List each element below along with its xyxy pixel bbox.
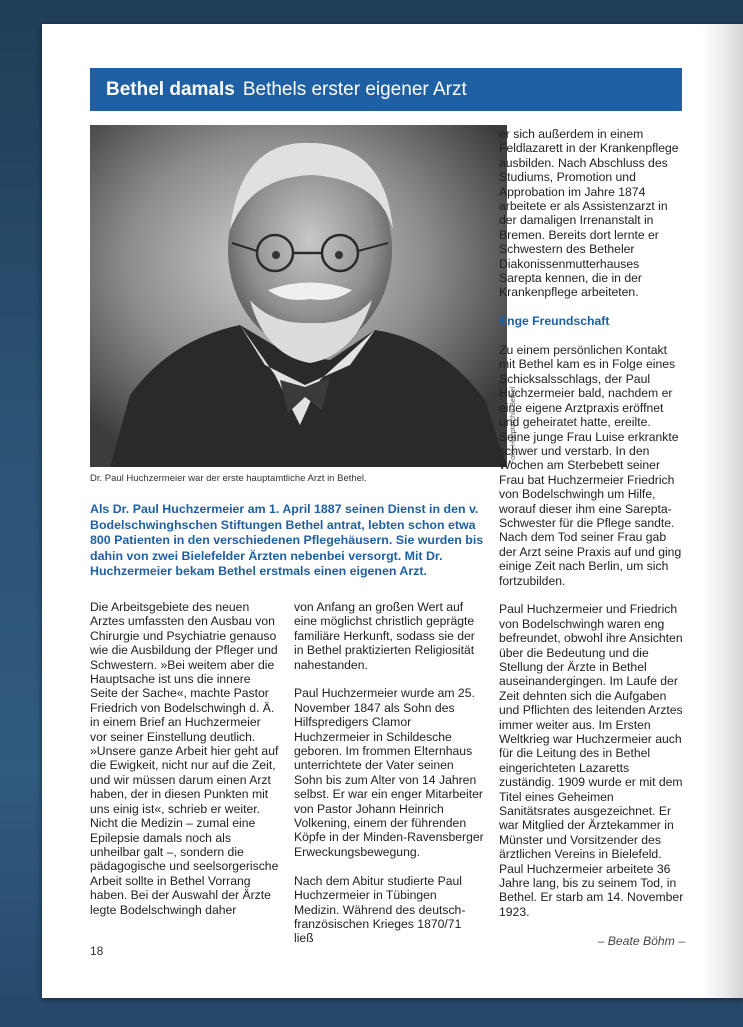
text-column-1 xyxy=(90,600,280,917)
portrait-photo xyxy=(90,125,507,467)
body-paragraph: Die Arbeitsgebiete des neuen Arztes umfassten den Ausbau von Chirurgie und Psychiatrie genauso wie die Ausbildung der Pfleger und Schwestern. »Bei weitem aber die Hauptsache ist uns die innere Seite der Sache«, machte Pastor Friedrich von Bodelschwingh d. Ä. in einem Brief an Huchzermeier vor seiner Einstellung deutlich. »Unsere ganze Arbeit hier geht auf die Ewigkeit, nicht nur auf die Zeit, und wir müssen darum einen Arzt haben, der in diesen Punkten mit uns einig ist«, schrieb er weiter. Nicht die Medizin – zumal eine Epilepsie damals noch als unheilbar galt –, sondern die pädagogische und seelsorgerische Arbeit sollte in Bethel Vorrang haben. Bei der Auswahl der Ärzte legte Bodelschwingh daher xyxy=(90,600,279,917)
body-paragraph: Nach dem Abitur studierte Paul Huchzermeier in Tübingen Medizin. Während des deutsch-französischen Krieges 1870/71 ließ xyxy=(294,873,466,946)
photo-caption: Dr. Paul Huchzermeier war der erste hauptamtliche Arzt in Bethel. xyxy=(90,473,367,484)
portrait-illustration xyxy=(90,125,507,467)
page-curl-shadow xyxy=(701,24,743,998)
body-paragraph: Paul Huchzermeier und Friedrich von Bodelschwingh waren eng befreundet, obwohl ihre Ansichten über die Bedeutung und die Stellung der Ärzte in Bethel auseinandergingen. Im Laufe der Zeit dehnten sich die Aufgaben und Pflichten des leitenden Arztes immer weiter aus. Im Ersten Weltkrieg war Huchzermeier auch für die Leitung des in Bethel eingerichteten Lazaretts zuständig. 1909 wurde er mit dem Titel eines Geheimen Sanitätsrates ausgezeichnet. Er war Mitglied der Ärztekammer in Münster und Vorsitzender des ärztlichen Vereins in Bielefeld. Paul Huchzermeier arbeitete 36 Jahre lang, bis zu seinem Tod, in Bethel. Er starb am 14. November 1923. xyxy=(499,602,684,919)
body-paragraph: Zu einem persönlichen Kontakt mit Bethel kam es in Folge eines Schicksalsschlags, der Paul Huchzermeier bald, nachdem er eine eigene Arztpraxis eröffnet und geheiratet hatte, ereilte. Seine junge Frau Luise erkrankte schwer und verstarb. In den Wochen am Sterbebett seiner Frau bat Huchzermeier Friedrich von Bodelschwingh um Hilfe, worauf dieser ihm eine Sarepta-Schwester für die Pflege sandte. Nach dem Tod seiner Frau gab der Arzt seine Praxis auf und ging einige Zeit nach Berlin, um sich fortzubilden. xyxy=(499,343,682,588)
article-header-bar xyxy=(90,68,682,111)
page-number: 18 xyxy=(90,944,104,958)
magazine-page xyxy=(42,24,743,998)
body-paragraph: er sich außerdem in einem Feldlazarett in der Krankenpflege ausbilden. Nach Abschluss des Studiums, Promotion und Approbation im Jahre 1874 arbeitete er als Assistenzarzt in der damaligen Irrenanstalt in Bremen. Bereits dort lernte er Schwestern des Betheler Diakonissenmutterhauses Sarepta kennen, die in der Krankenpflege arbeiteten. xyxy=(499,127,679,300)
article-title: Bethels erster eigener Arzt xyxy=(242,78,467,100)
author-byline: – Beate Böhm – xyxy=(597,933,685,948)
lead-paragraph: Als Dr. Paul Huchzermeier am 1. April 1887 seinen Dienst in den v. Bodelschwinghschen Stiftungen Bethel antrat, lebten schon etwa 800 Patienten in den verschiedenen Pflegehäusern. Sie wurden bis dahin von zwei Bielefelder Ärzten nebenbei versorgt. Mit Dr. Huchzermeier bekam Bethel erstmals einen eigenen Arzt. xyxy=(90,502,484,578)
body-paragraph: Paul Huchzermeier wurde am 25. November 1847 als Sohn des Hilfspredigers Clamor Huchzermeier in Schildesche geboren. Im frommen Elternhaus unterrichtete der Vater seinen Sohn bis zum Alter von 14 Jahren selbst. Er war ein enger Mitarbeiter von Pastor Johann Heinrich Volkening, einem der führenden Köpfe in der Minden-Ravensberger Erweckungsbewegung. xyxy=(294,686,484,859)
text-column-2 xyxy=(294,600,484,946)
text-column-3 xyxy=(499,127,685,948)
body-paragraph: von Anfang an großen Wert auf eine möglichst christlich geprägte familiäre Herkunft, sodass sie der in Bethel praktizierten Religiosität nahestanden. xyxy=(294,600,475,672)
section-subheading: Enge Freundschaft xyxy=(499,314,610,329)
photo-credit: Foto: Hauptarchiv Bethel xyxy=(510,386,517,464)
series-title: Bethel damals xyxy=(106,78,235,100)
